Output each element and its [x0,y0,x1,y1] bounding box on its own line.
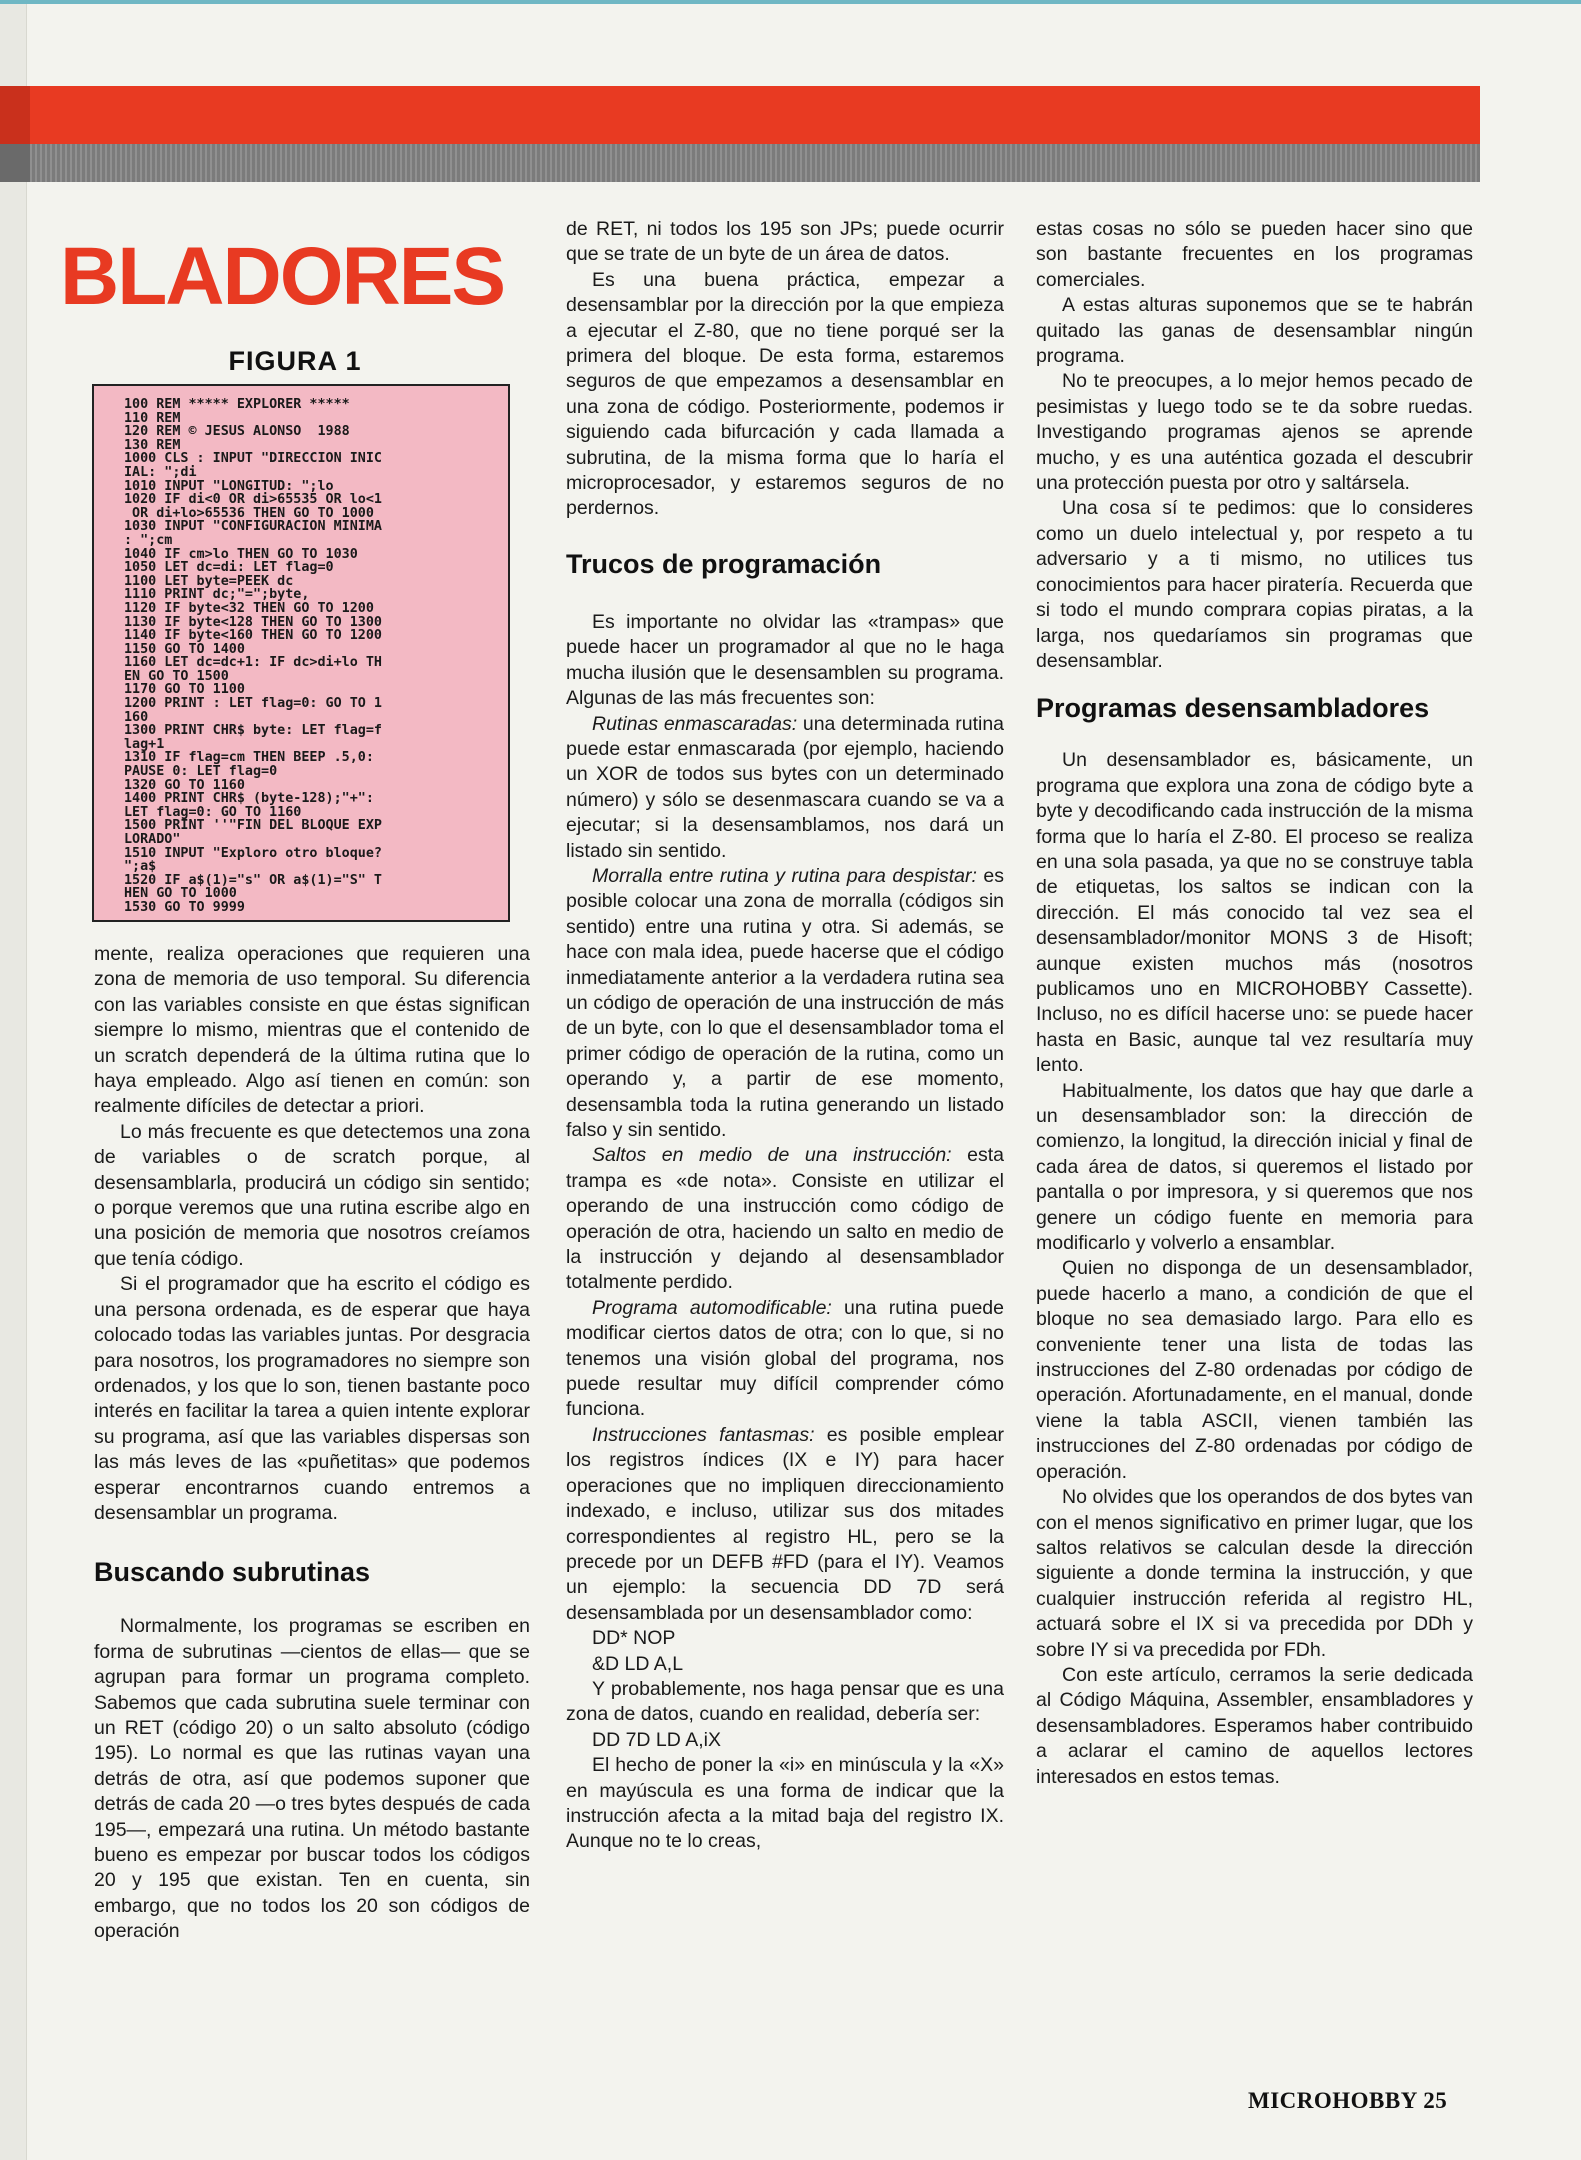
paragraph: Si el programador que ha escrito el código es una persona ordenada, es de esperar que haya colocado todas las variables juntas. Por desgracia para nosotros, los programadores no siempre son ordenados, y los que lo son, tienen bastante poco interés en facilitar la tarea a quien intente explorar su programa, así que las variables dispersas son las más leves de las «puñetitas» que podemos esperar encontrarnos cuando entremos a desensamblar un programa. [94,1273,530,1524]
code-example: &D LD A,L [592,1652,684,1675]
trick-label: Instrucciones fantasmas: [592,1423,815,1446]
trick-label: Saltos en medio de una instrucción: [592,1144,952,1167]
code-line: 110 REM [124,410,181,426]
trick-label: Rutinas enmascaradas: [592,712,798,735]
code-example: DD 7D LD A,iX [592,1728,721,1751]
code-line: 1500 PRINT ''"FIN DEL BLOQUE EXP [124,818,382,834]
paragraph: Es una buena práctica, empezar a desensamblar por la dirección por la que empieza a ejecutar el Z-80, que no tiene porqué ser la primera del bloque. De esta forma, estaremos seguros de que empezamos a desensamblar en una zona de código. Posteriormente, podemos ir siguiendo cada bifurcación y cada llamada a subrutina, de la misma forma que lo haría el microprocesador, y estaremos seguros de no perdernos. [566,268,1004,520]
paragraph: No te preocupes, a lo mejor hemos pecado de pesimistas y luego todo se te da sobre ruedas. Investigando programas ajenos se aprende mucho, y es una auténtica gozada el descubrir una protección puesta por otro y saltársela. [1036,370,1473,495]
paragraph: No olvides que los operandos de dos bytes van con el menos significativo en primer lugar, que los saltos relativos se calculan desde la dirección siguiente a donde termina la instrucción, y que cualquier instrucción referida al registro HL, actuará sobre el IX si va precedida por DDh y sobre IY si va precedida por FDh. [1036,1486,1473,1661]
header-red-band [0,86,1480,144]
code-line: EN GO TO 1500 [124,668,229,684]
edge-gray-block [0,144,30,182]
paragraph: Habitualmente, los datos que hay que darle a un desensamblador son: la dirección de comienzo, la longitud, la dirección inicial y final de cada área de datos, si queremos el listado por pantalla o por impresora, y si queremos que nos genere un código fuente en memoria para modificarlo y volverlo a ensamblar. [1036,1079,1473,1255]
code-line: lag+1 [124,736,165,752]
paragraph: Quien no disponga de un desensamblador, puede hacerlo a mano, a condición de que el bloque no sea demasiado largo. Para ello es conveniente tener una lista de todas las instrucciones del Z-80 ordenadas por código de operación. Afortunadamente, en el manual, donde viene la tabla ASCII, vienen también las instrucciones del Z-80 ordenadas por código de operación. [1036,1257,1473,1483]
code-line: 1510 INPUT "Exploro otro bloque? [124,845,382,861]
edge-red-block [0,86,30,144]
page-footer: MICROHOBBY 25 [1248,2088,1448,2113]
trick-paragraph [566,1423,1004,1626]
code-line: 1050 LET dc=di: LET flag=0 [124,560,334,576]
article-title: BLADORES [60,231,505,322]
basic-listing [92,384,510,922]
code-line: LORADO" [124,832,181,847]
trick-paragraph [566,864,1004,1143]
code-line: 1010 INPUT "LONGITUD: ";lo [124,478,334,494]
trick-label: Morralla entre rutina y rutina para despistar: [592,864,977,887]
code-line: LET flag=0: GO TO 1160 [124,804,302,820]
code-line: 1120 IF byte<32 THEN GO TO 1200 [124,600,374,616]
section-heading-programas: Programas desensambladores [1036,693,1430,724]
trick-text: es posible emplear los registros índices (IX e IY) para hacer operaciones que no impliquen direccionamiento indexado, e incluso, utilizar sus dos mitades correspondientes al registro HL, pero se la precede por un DEFB #FD (para el IY). Veamos un ejemplo: la secuencia DD 7D será desensamblada por un desensamblador como: [566,1423,1005,1624]
code-line: 1300 PRINT CHR$ byte: LET flag=f [124,723,382,739]
code-line: : ";cm [124,532,173,548]
paragraph: Un desensamblador es, básicamente, un programa que explora una zona de código byte a byte y decodificando cada instrucción de la misma forma que lo haría el Z-80. El proceso se realiza en una sola pasada, ya que no se construye tabla de etiquetas, los saltos se indican con la dirección. El más conocido tal vez sea el desensamblador/monitor MONS 3 de Hisoft; aunque existen muchos más (nosotros publicamos uno en MICROHOBBY Cassette). Incluso, no es difícil hacerse uno: se puede hacer hasta en Basic, aunque tal vez resultaría muy lento. [1036,749,1473,1077]
code-line: 1160 LET dc=dc+1: IF dc>di+lo TH [124,655,382,671]
code-line: 1400 PRINT CHR$ (byte-128);"+": [124,791,374,807]
paragraph: Es importante no olvidar las «trampas» que puede hacer un programador al que no le haga mucha ilusión que le desensamblen su programa. Algunas de las más frecuentes son: [566,610,1004,710]
code-line: 1150 GO TO 1400 [124,641,245,657]
code-line: 1100 LET byte=PEEK dc [124,573,294,589]
code-line: 100 REM ***** EXPLORER ***** [124,397,350,412]
trick-paragraph [566,1143,1004,1295]
header-gray-band [0,144,1480,182]
paragraph: A estas alturas suponemos que se te habrán quitado las ganas de desensamblar ningún programa. [1036,294,1473,368]
code-line: IAL: ";di [124,464,197,480]
code-line: 1320 GO TO 1160 [124,777,245,793]
section-heading-buscando: Buscando subrutinas [94,1557,371,1588]
column-2 [566,217,1004,1855]
code-line: 1030 INPUT "CONFIGURACION MINIMA [124,519,382,535]
code-line: 1130 IF byte<128 THEN GO TO 1300 [124,614,382,630]
column-1 [94,942,530,1945]
paragraph: Una cosa sí te pedimos: que lo consideres como un duelo intelectual y, por respeto a tu adversario y a ti mismo, no utilices tus conocimientos para hacer piratería. Recuerda que si todo el mundo comprara copias piratas, a la larga, nos quedaríamos sin programas que desensamblar. [1036,497,1473,672]
page-edge [0,0,27,2160]
code-line: 1040 IF cm>lo THEN GO TO 1030 [124,546,358,562]
code-line: 1140 IF byte<160 THEN GO TO 1200 [124,628,382,644]
paragraph: El hecho de poner la «i» en minúscula y la «X» en mayúscula es una forma de indicar que la instrucción afecta a la mitad baja del registro IX. Aunque no te lo creas, [566,1754,1004,1853]
code-line: 130 REM [124,437,181,453]
paragraph: Con este artículo, cerramos la serie dedicada al Código Máquina, Assembler, ensambladores y desensambladores. Esperamos haber contribuido a aclarar el camino de aquellos lectores interesados en estos temas. [1036,1663,1473,1788]
code-line: 1020 IF di<0 OR di>65535 OR lo<1 [124,492,382,508]
code-line: 1310 IF flag=cm THEN BEEP .5,0: [124,750,374,766]
code-line: ";a$ [124,859,157,875]
figure-label: FIGURA 1 [228,346,362,376]
code-line: 1530 GO TO 9999 [124,899,245,915]
trick-text: es posible colocar una zona de morralla (códigos sin sentido) entre una rutina y otra. Si además, se hace con mala idea, puede hacerse que el código inmediatamente anterior a la verdadera rutina sea un código de operación de una instrucción de más de un byte, con lo que el desensamblador toma el primer código de operación de la rutina, como un operando y, a partir de ese momento, desensambla toda la rutina generando un listado falso y sin sentido. [566,864,1005,1141]
trick-text: una rutina puede modificar ciertos datos de otra; con lo que, si no tenemos una visión global del programa, nos puede resultar muy difícil comprender cómo funciona. [566,1296,1004,1421]
code-line: PAUSE 0: LET flag=0 [124,764,278,780]
code-line: 1000 CLS : INPUT "DIRECCION INIC [124,451,382,467]
column-3 [1036,217,1473,1790]
code-line: HEN GO TO 1000 [124,886,237,902]
code-line: 1200 PRINT : LET flag=0: GO TO 1 [124,696,382,712]
paragraph: Normalmente, los programas se escriben en forma de subrutinas —cientos de ellas— que se agrupan para formar un programa completo. Sabemos que cada subrutina suele terminar con un RET (código 20) o un salto absoluto (código 195). Lo normal es que las rutinas vayan una detrás de otra, así que podemos suponer que detrás de cada 20 —o tres bytes después de cada 195—, empezará una rutina. Un método bastante bueno es empezar por buscar todos los códigos 20 y 195 que existan. Ten en cuenta, sin embargo, que no todos los 20 son códigos de operación [94,1615,530,1943]
section-heading-trucos: Trucos de programación [566,548,882,579]
code-line: 120 REM © JESUS ALONSO 1988 [124,424,350,440]
paragraph: mente, realiza operaciones que requieren una zona de memoria de uso temporal. Su diferencia con las variables consiste en que éstas significan siempre lo mismo, mientras que el contenido de un scratch dependerá de la última rutina que lo haya empleado. Algo así tienen en común: son realmente difíciles de detectar a priori. [94,943,530,1118]
code-line: 1520 IF a$(1)="s" OR a$(1)="S" T [124,872,382,888]
trick-label: Programa automodificable: [592,1296,832,1319]
trick-text: una determinada rutina puede estar enmascarada (por ejemplo, haciendo un XOR de todos sus bytes con un determinado número) y sólo se desenmascara cuando se va a ejecutar; si la desensamblamos, nos dará un listado sin sentido. [566,712,1005,862]
trick-paragraph [566,1296,1004,1423]
code-line: 1110 PRINT dc;"=";byte, [124,587,310,603]
paragraph: estas cosas no sólo se pueden hacer sino que son bastante frecuentes en los programas comerciales. [1036,218,1473,291]
paragraph: Y probablemente, nos haga pensar que es una zona de datos, cuando en realidad, debería ser: [566,1677,1004,1726]
paragraph: Lo más frecuente es que detectemos una zona de variables o de scratch porque, al desensamblarla, producirá un código sin sentido; o porque veremos que una rutina escribe algo en una posición de memoria que nosotros creíamos que tenía código. [94,1120,530,1270]
trick-text: esta trampa es «de nota». Consiste en utilizar el operando de una instrucción como código de operación de otra, haciendo un salto en medio de la instrucción y dejando al desensamblador totalmente perdido. [566,1144,1004,1294]
code-example: DD* NOP [592,1627,676,1650]
code-line: 1170 GO TO 1100 [124,682,245,698]
paragraph: de RET, ni todos los 195 son JPs; puede ocurrir que se trate de un byte de un área de datos. [566,218,1004,266]
top-color-line [0,0,1581,4]
code-line: OR di+lo>65536 THEN GO TO 1000 [124,505,374,521]
code-line: 160 [124,709,149,725]
trick-paragraph [566,712,1004,864]
